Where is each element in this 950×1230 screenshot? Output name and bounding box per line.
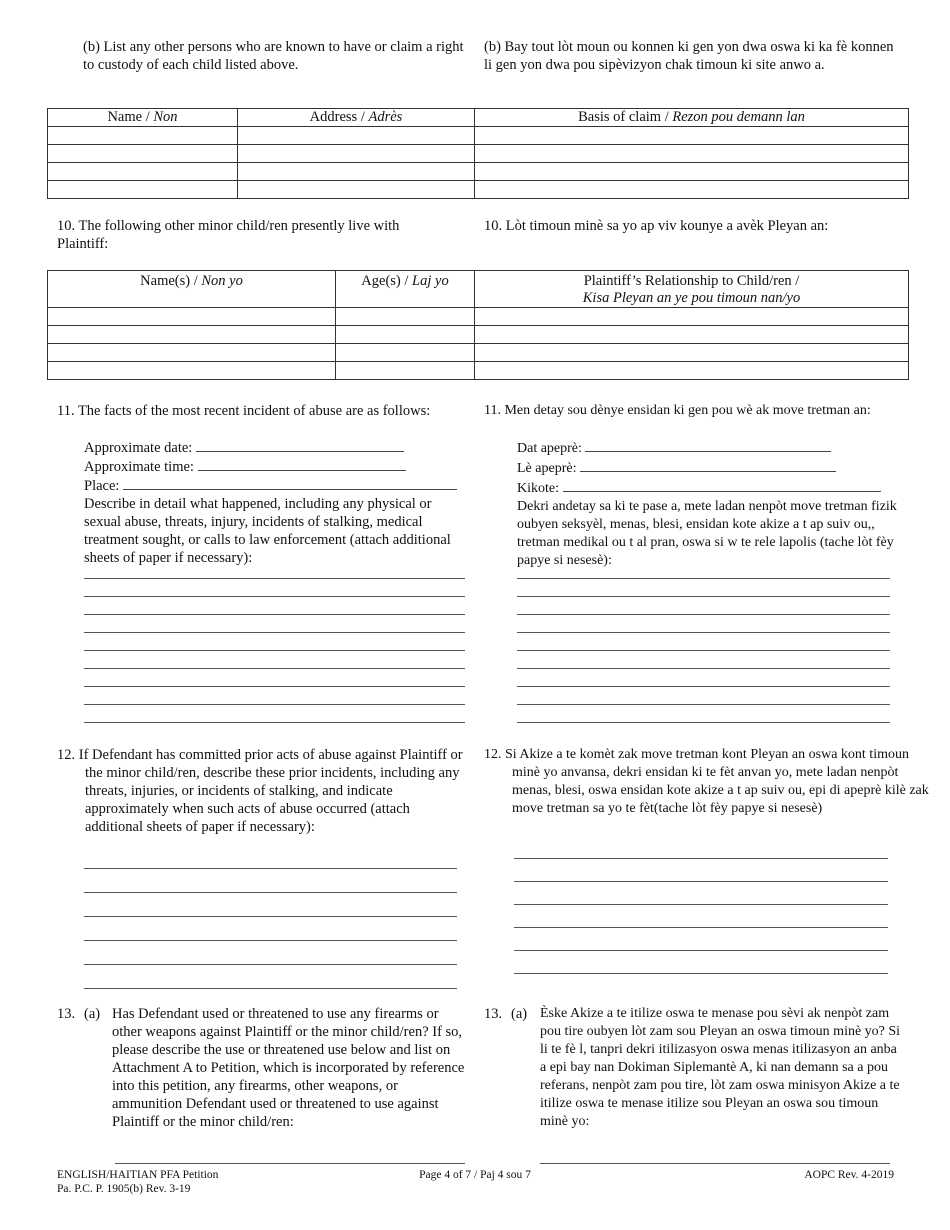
place-label: Place: (84, 478, 120, 494)
item-13-haitian-sub: (a) (511, 1006, 528, 1022)
table-row[interactable] (48, 344, 909, 362)
header-relationship: Plaintiff’s Relationship to Child/ren / Kisa Pleyan an ye pou timoun nan/yo (475, 271, 909, 308)
dekri-instructions: Dekri andetay sa ki te pase a, mete ladan nenpòt move tretman fizik oubyen seksyèl, menas, blesi, ensidan kote akize a t ap suiv ou,, tretman medikal ou t al pran, oswa si w te rele lapolis (tache lòt fèy papye si nesesè): (517, 499, 897, 568)
address-cell[interactable] (238, 163, 475, 181)
table-row[interactable] (48, 362, 909, 380)
header-address: Address / Adrès (238, 109, 475, 127)
relationship-cell[interactable] (475, 362, 909, 380)
prior-incidents-lines-haitian[interactable] (514, 840, 888, 980)
relationship-cell[interactable] (475, 326, 909, 344)
item-13-answer-line-haitian[interactable] (540, 1163, 890, 1164)
kikote-label: Kikote: (517, 481, 559, 496)
header-name: Name / Non (48, 109, 238, 127)
item-13-haitian-number: 13. (484, 1006, 503, 1022)
place-row (84, 476, 469, 495)
relationship-cell[interactable] (475, 344, 909, 362)
le-apepre-row (517, 458, 902, 478)
dat-apepre-label: Dat apeprè: (517, 441, 582, 456)
name-cell[interactable] (48, 163, 238, 181)
place-field[interactable] (123, 476, 457, 490)
table-header-row (48, 271, 909, 308)
basis-cell[interactable] (475, 127, 909, 145)
basis-cell[interactable] (475, 181, 909, 199)
names-cell[interactable] (48, 362, 336, 380)
item-11-english-fields (84, 438, 469, 567)
header-ages: Age(s) / Laj yo (336, 271, 475, 308)
kikote-field[interactable] (563, 478, 881, 492)
table-row[interactable] (48, 181, 909, 199)
item-9b-english: (b) List any other persons who are known to have or claim a right to custody of each child listed above. (83, 39, 464, 73)
table-row[interactable] (48, 163, 909, 181)
item-13-haitian: Èske Akize a te itilize oswa te menase pou sèvi ak nenpòt zam pou tire oubyen lòt zam sou Pleyan an oswa timoun minè yo? Si li te fè l, tanpri dekri itilizasyon oswa menas itilizasyon an anba a epi bay nan Dokiman Siplemantè A, ki nan demann sa a pou referans, nenpòt zam pou tire, lòt zam oswa minisyon Akize a te itilize oswa te menase itilize sou Pleyan an oswa sou timoun minè yo: (540, 1006, 901, 1129)
ages-cell[interactable] (336, 326, 475, 344)
children-living-with-plaintiff-table (47, 270, 909, 380)
item-13-answer-line-english[interactable] (115, 1163, 465, 1164)
name-cell[interactable] (48, 145, 238, 163)
header-names: Name(s) / Non yo (48, 271, 336, 308)
item-11-english-title: 11. The facts of the most recent incident of abuse are as follows: (57, 403, 431, 419)
item-13-english-number: 13. (57, 1006, 76, 1022)
item-10-haitian: 10. Lòt timoun minè sa yo ap viv kounye a avèk Pleyan an: (484, 218, 829, 234)
approximate-time-field[interactable] (198, 457, 406, 471)
table-header-row (48, 109, 909, 127)
ages-cell[interactable] (336, 362, 475, 380)
approximate-date-field[interactable] (196, 438, 404, 452)
table-row[interactable] (48, 308, 909, 326)
table-row[interactable] (48, 127, 909, 145)
ages-cell[interactable] (336, 344, 475, 362)
prior-incidents-lines-english[interactable] (84, 850, 457, 995)
item-11-haitian-fields (517, 438, 902, 570)
address-cell[interactable] (238, 127, 475, 145)
dat-apepre-field[interactable] (585, 438, 831, 452)
basis-cell[interactable] (475, 145, 909, 163)
footer-form-name: ENGLISH/HAITIAN PFA Petition (57, 1169, 219, 1181)
approximate-time-label: Approximate time: (84, 459, 194, 475)
address-cell[interactable] (238, 181, 475, 199)
le-apepre-label: Lè apeprè: (517, 461, 577, 476)
basis-cell[interactable] (475, 163, 909, 181)
relationship-cell[interactable] (475, 308, 909, 326)
name-cell[interactable] (48, 181, 238, 199)
table-row[interactable] (48, 145, 909, 163)
item-10-english: 10. The following other minor child/ren presently live with Plaintiff: (57, 218, 400, 252)
names-cell[interactable] (48, 344, 336, 362)
names-cell[interactable] (48, 308, 336, 326)
names-cell[interactable] (48, 326, 336, 344)
describe-instructions: Describe in detail what happened, including any physical or sexual abuse, threats, injury, incidents of stalking, medical treatment sought, or calls to law enforcement (attach additional sheets of paper if necessary): (84, 496, 451, 566)
name-cell[interactable] (48, 127, 238, 145)
approximate-date-label: Approximate date: (84, 440, 193, 456)
dat-apepre-row (517, 438, 902, 458)
le-apepre-field[interactable] (580, 458, 836, 472)
item-12-english: 12. If Defendant has committed prior acts of abuse against Plaintiff or the minor child/ren, describe these prior incidents, including any threats, injuries, or incidents of stalking, and indicate approximately when such acts of abuse occurred (attach additional sheets of paper if necessary): (57, 747, 463, 835)
table-row[interactable] (48, 326, 909, 344)
address-cell[interactable] (238, 145, 475, 163)
approximate-time-row (84, 457, 469, 476)
item-13-english: Has Defendant used or threatened to use any firearms or other weapons against Plaintiff or the minor child/ren? If so, please describe the use or threatened use below and list on Attachment A to Petition, which is incorporated by reference into this petition, any firearms, other weapons, or ammunition Defendant used or threatened to use against Plaintiff or the minor child/ren: (112, 1006, 465, 1130)
footer-page-number: Page 4 of 7 / Paj 4 sou 7 (419, 1169, 531, 1181)
incident-description-lines-english[interactable] (84, 560, 465, 725)
item-11-haitian-title: 11. Men detay sou dènye ensidan ki gen pou wè ak move tretman an: (484, 403, 871, 418)
ages-cell[interactable] (336, 308, 475, 326)
footer-revision: AOPC Rev. 4-2019 (804, 1169, 894, 1181)
item-13-english-sub: (a) (84, 1006, 101, 1022)
item-12-haitian: 12. Si Akize a te komèt zak move tretman kont Pleyan an oswa kont timoun minè yo anvansa, dekri ensidan ki te fèt anvan yo, mete ladan nenpòt menas, blesi, oswa ensidan kote akize a t ap suiv ou, epi di apeprè kilè zak move tretman sa yo te fèt(tache lòt fèy papye si nesesè) (484, 747, 929, 816)
header-basis-of-claim: Basis of claim / Rezon pou demann lan (475, 109, 909, 127)
footer-rule-reference: Pa. P.C. P. 1905(b) Rev. 3-19 (57, 1183, 191, 1195)
kikote-row (517, 478, 902, 498)
incident-description-lines-haitian[interactable] (517, 560, 890, 725)
custody-claims-table (47, 108, 909, 199)
approximate-date-row (84, 438, 469, 457)
item-9b-haitian: (b) Bay tout lòt moun ou konnen ki gen yon dwa oswa ki ka fè konnen li gen yon dwa pou sipèvizyon chak timoun ki site anwo a. (484, 39, 894, 73)
